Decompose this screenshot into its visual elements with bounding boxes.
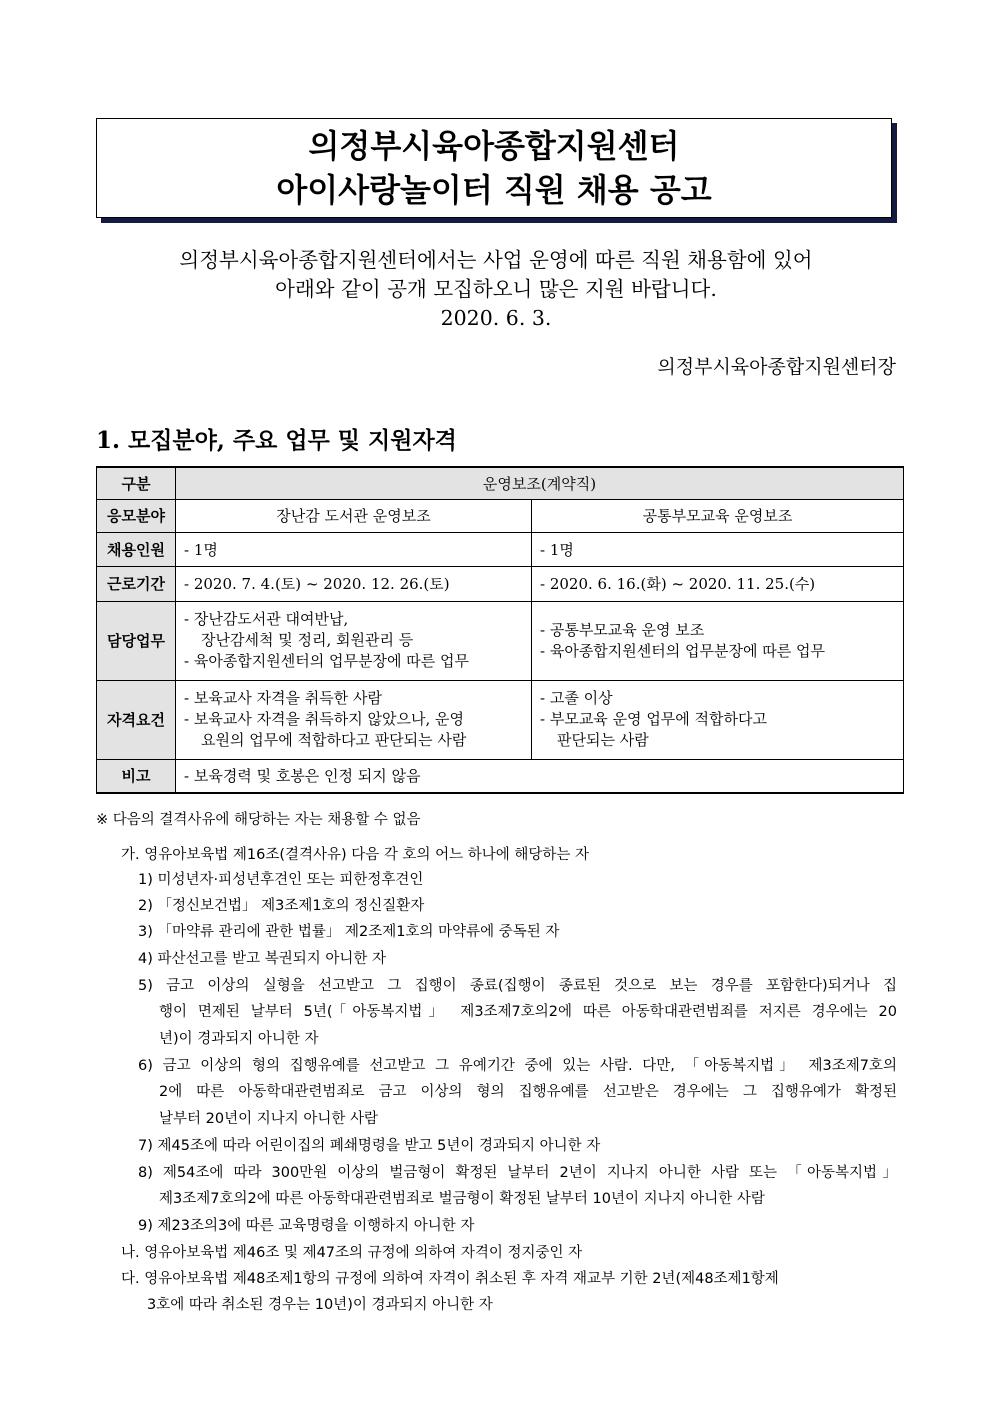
row-label: 자격요건 xyxy=(97,680,176,759)
duties-col2 xyxy=(532,601,904,680)
intro-line-1: 의정부시육아종합지원센터에서는 사업 운영에 따른 직원 채용함에 있어 xyxy=(179,248,813,272)
row-label: 구분 xyxy=(97,467,176,499)
announcement-date: 2020. 6. 3. xyxy=(440,306,552,330)
note-da-cont: 3호에 따라 취소된 경우는 10년)이 경과되지 아니한 자 xyxy=(147,1297,493,1313)
employment-type: 운영보조(계약직) xyxy=(176,467,904,499)
headcount-col1: - 1명 xyxy=(176,532,532,566)
qualifications-col1 xyxy=(176,680,532,759)
row-label: 채용인원 xyxy=(97,532,176,566)
period-col1: - 2020. 7. 4.(토) ~ 2020. 12. 26.(토) xyxy=(176,566,532,601)
note-item-cont: 제3조제7호의2에 따른 아동학대관련범죄로 벌금형이 확정된 날부터 10년이 지나지 아니한 사람 xyxy=(159,1191,765,1207)
section-heading: 1. 모집분야, 주요 업무 및 지원자격 xyxy=(96,427,457,454)
cell-line: - 보육교사 자격을 취득하지 않았으나, 운영 xyxy=(184,710,465,728)
note-item: 2) 「정신보건법」 제3조제1호의 정신질환자 xyxy=(138,898,425,914)
cell-line: 요원의 업무에 적합하다고 판단되는 사람 xyxy=(201,731,467,749)
cell-line: - 공통부모교육 운영 보조 xyxy=(540,620,705,639)
note-item-cont: 2에 따른 아동학대관련범죄로 금고 이상의 형의 집행유예를 선고받은 경우에는 그 집행유예가 확정된 xyxy=(159,1084,897,1100)
title-line-1: 의정부시육아종합지원센터 xyxy=(308,127,680,165)
row-label: 근로기간 xyxy=(97,566,176,601)
table-row-headcount xyxy=(97,532,904,566)
note-item: 6) 금고 이상의 형의 집행유예를 선고받고 그 유예기간 중에 있는 사람. 다만, 「아동복지법」 제3조제7호의 xyxy=(138,1058,897,1074)
note-item: 5) 금고 이상의 실형을 선고받고 그 집행이 종료(집행이 종료된 것으로 보는 경우를 포함한다)되거나 집 xyxy=(138,978,897,994)
cell-line: - 육아종합지원센터의 업무분장에 따른 업무 xyxy=(184,652,469,670)
recruitment-table xyxy=(96,466,904,794)
table-row-duties xyxy=(97,601,904,680)
intro-line-2: 아래와 같이 공개 모집하오니 많은 지원 바랍니다. xyxy=(275,277,717,301)
row-label: 담당업무 xyxy=(97,601,176,680)
headcount-col2: - 1명 xyxy=(532,532,904,566)
note-item-cont: 날부터 20년이 지나지 아니한 사람 xyxy=(159,1111,378,1127)
cell-line: 판단되는 사람 xyxy=(557,731,649,749)
note-ga: 가. 영유아보육법 제16조(결격사유) 다음 각 호의 어느 하나에 해당하는 자 xyxy=(121,847,590,863)
row-label: 응모분야 xyxy=(97,499,176,532)
signer: 의정부시육아종합지원센터장 xyxy=(657,356,896,378)
intro xyxy=(96,246,896,333)
note-item: 8) 제54조에 따라 300만원 이상의 벌금형이 확정된 날부터 2년이 지나지 아니한 사람 또는 「아동복지법」 xyxy=(138,1165,897,1181)
field-col1: 장난감 도서관 운영보조 xyxy=(176,499,532,532)
cell-line: - 부모교육 운영 업무에 적합하다고 xyxy=(540,710,768,728)
table-row-period xyxy=(97,566,904,601)
note-item: 3) 「마약류 관리에 관한 법률」 제2조제1호의 마약류에 중독된 자 xyxy=(138,924,560,940)
cell-line: - 고졸 이상 xyxy=(540,689,613,707)
note-item: 1) 미성년자·피성년후견인 또는 피한정후견인 xyxy=(138,872,424,888)
period-col2: - 2020. 6. 16.(화) ~ 2020. 11. 25.(수) xyxy=(532,566,904,601)
row-label: 비고 xyxy=(97,759,176,793)
note-da: 다. 영유아보육법 제48조제1항의 규정에 의하여 자격이 취소된 후 자격 재교부 기한 2년(제48조제1항제 xyxy=(121,1271,779,1287)
note-item-cont: 년)이 경과되지 아니한 자 xyxy=(159,1031,319,1047)
duties-col1 xyxy=(176,601,532,680)
title-box xyxy=(96,118,892,218)
table-row-qualifications xyxy=(97,680,904,759)
remarks-value: - 보육경력 및 호봉은 인정 되지 않음 xyxy=(176,759,904,793)
cell-line: 장난감세척 및 정리, 회원관리 등 xyxy=(201,631,414,649)
table-row-field xyxy=(97,499,904,532)
notes-heading: ※ 다음의 결격사유에 해당하는 자는 채용할 수 없음 xyxy=(96,812,421,828)
note-item: 9) 제23조의3에 따른 교육명령을 이행하지 아니한 자 xyxy=(138,1218,475,1234)
table-row-remarks xyxy=(97,759,904,793)
cell-line: - 장난감도서관 대여반납, xyxy=(184,610,349,628)
cell-line: - 보육교사 자격을 취득한 사람 xyxy=(184,689,383,707)
field-col2: 공통부모교육 운영보조 xyxy=(532,499,904,532)
note-na: 나. 영유아보육법 제46조 및 제47조의 규정에 의하여 자격이 정지중인 자 xyxy=(121,1245,583,1261)
qualifications-col2 xyxy=(532,680,904,759)
note-item: 4) 파산선고를 받고 복권되지 아니한 자 xyxy=(138,951,387,967)
title-line-2: 아이사랑놀이터 직원 채용 공고 xyxy=(276,171,712,209)
cell-line: - 육아종합지원센터의 업무분장에 따른 업무 xyxy=(540,641,825,660)
note-item: 7) 제45조에 따라 어린이집의 폐쇄명령을 받고 5년이 경과되지 아니한 자 xyxy=(138,1138,601,1154)
table-row-header xyxy=(97,467,904,499)
note-item-cont: 행이 면제된 날부터 5년(「아동복지법」 제3조제7호의2에 따른 아동학대관련범죄를 저지른 경우에는 20 xyxy=(159,1004,897,1020)
